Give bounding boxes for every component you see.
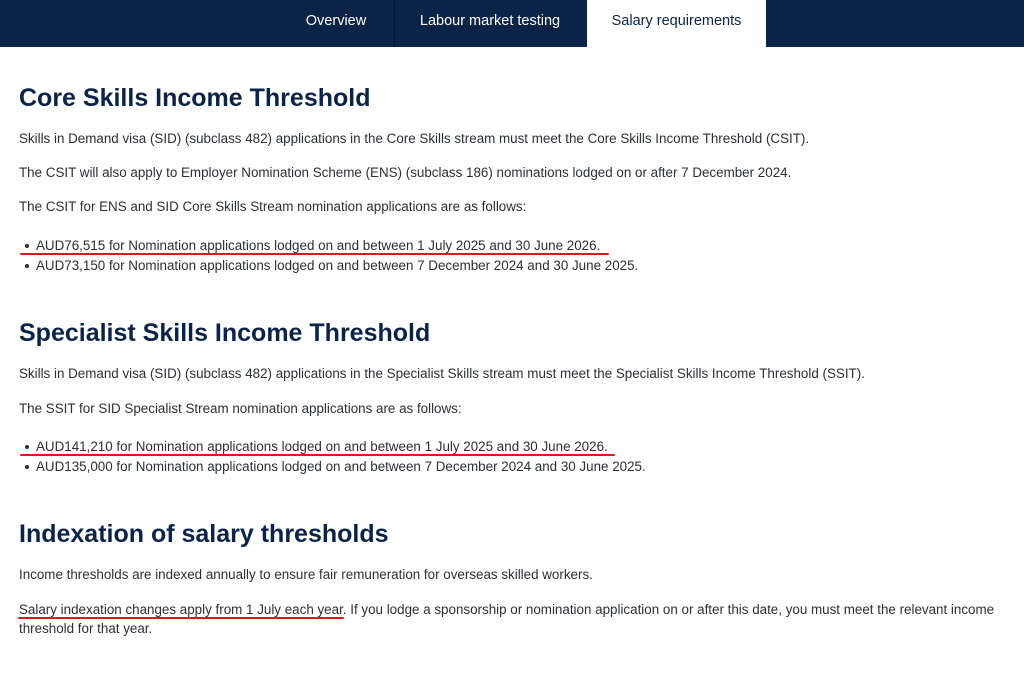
core-skills-paragraph-3: The CSIT for ENS and SID Core Skills Stream nomination applications are as follows:	[19, 199, 527, 214]
red-underline-annotation	[18, 617, 344, 619]
bullet-icon	[25, 244, 29, 248]
tab-labour-market-testing[interactable]: Labour market testing	[419, 13, 561, 29]
indexation-paragraph-2	[19, 600, 1009, 638]
red-underline-annotation	[20, 454, 615, 456]
list-item	[19, 256, 638, 276]
list-item-text: AUD135,000 for Nomination applications lodged on and between 7 December 2024 and 30 June 2025.	[36, 458, 646, 474]
specialist-skills-threshold-list	[19, 437, 646, 476]
bullet-icon	[25, 445, 29, 449]
core-skills-threshold-list	[19, 236, 638, 275]
core-skills-heading: Core Skills Income Threshold	[19, 84, 371, 112]
indexation-heading: Indexation of salary thresholds	[19, 520, 389, 548]
list-item-text: AUD73,150 for Nomination applications lodged on and between 7 December 2024 and 30 June 2025.	[36, 257, 639, 273]
tab-bar	[0, 0, 1024, 47]
tab-overview[interactable]: Overview	[305, 13, 367, 29]
bullet-icon	[25, 465, 29, 469]
specialist-skills-paragraph-1: Skills in Demand visa (SID) (subclass 482) applications in the Specialist Skills stream must meet the Specialist Skills Income Threshold (SSIT).	[19, 366, 865, 381]
tab-salary-requirements[interactable]: Salary requirements	[587, 0, 766, 47]
core-skills-paragraph-1: Skills in Demand visa (SID) (subclass 482) applications in the Core Skills stream must meet the Core Skills Income Threshold (CSIT).	[19, 131, 810, 146]
list-item	[19, 457, 646, 477]
list-item-text: AUD76,515 for Nomination applications lodged on and between 1 July 2025 and 30 June 2026.	[36, 238, 601, 253]
core-skills-paragraph-2: The CSIT will also apply to Employer Nomination Scheme (ENS) (subclass 186) nominations lodged on or after 7 December 2024.	[19, 165, 792, 180]
red-underline-annotation	[20, 253, 609, 255]
indexation-highlighted-text: Salary indexation changes apply from 1 July each year.	[19, 602, 347, 617]
specialist-skills-paragraph-2: The SSIT for SID Specialist Stream nomination applications are as follows:	[19, 401, 462, 416]
list-item-text: AUD141,210 for Nomination applications lodged on and between 1 July 2025 and 30 June 2026.	[36, 439, 608, 454]
bullet-icon	[25, 264, 29, 268]
specialist-skills-heading: Specialist Skills Income Threshold	[19, 319, 431, 347]
indexation-paragraph-1: Income thresholds are indexed annually to ensure fair remuneration for overseas skilled workers.	[19, 567, 593, 582]
indexation-paragraph-2-rest: If you lodge a sponsorship or nomination application on or after this date, you must meet the relevant income threshold for that year.	[19, 602, 995, 636]
